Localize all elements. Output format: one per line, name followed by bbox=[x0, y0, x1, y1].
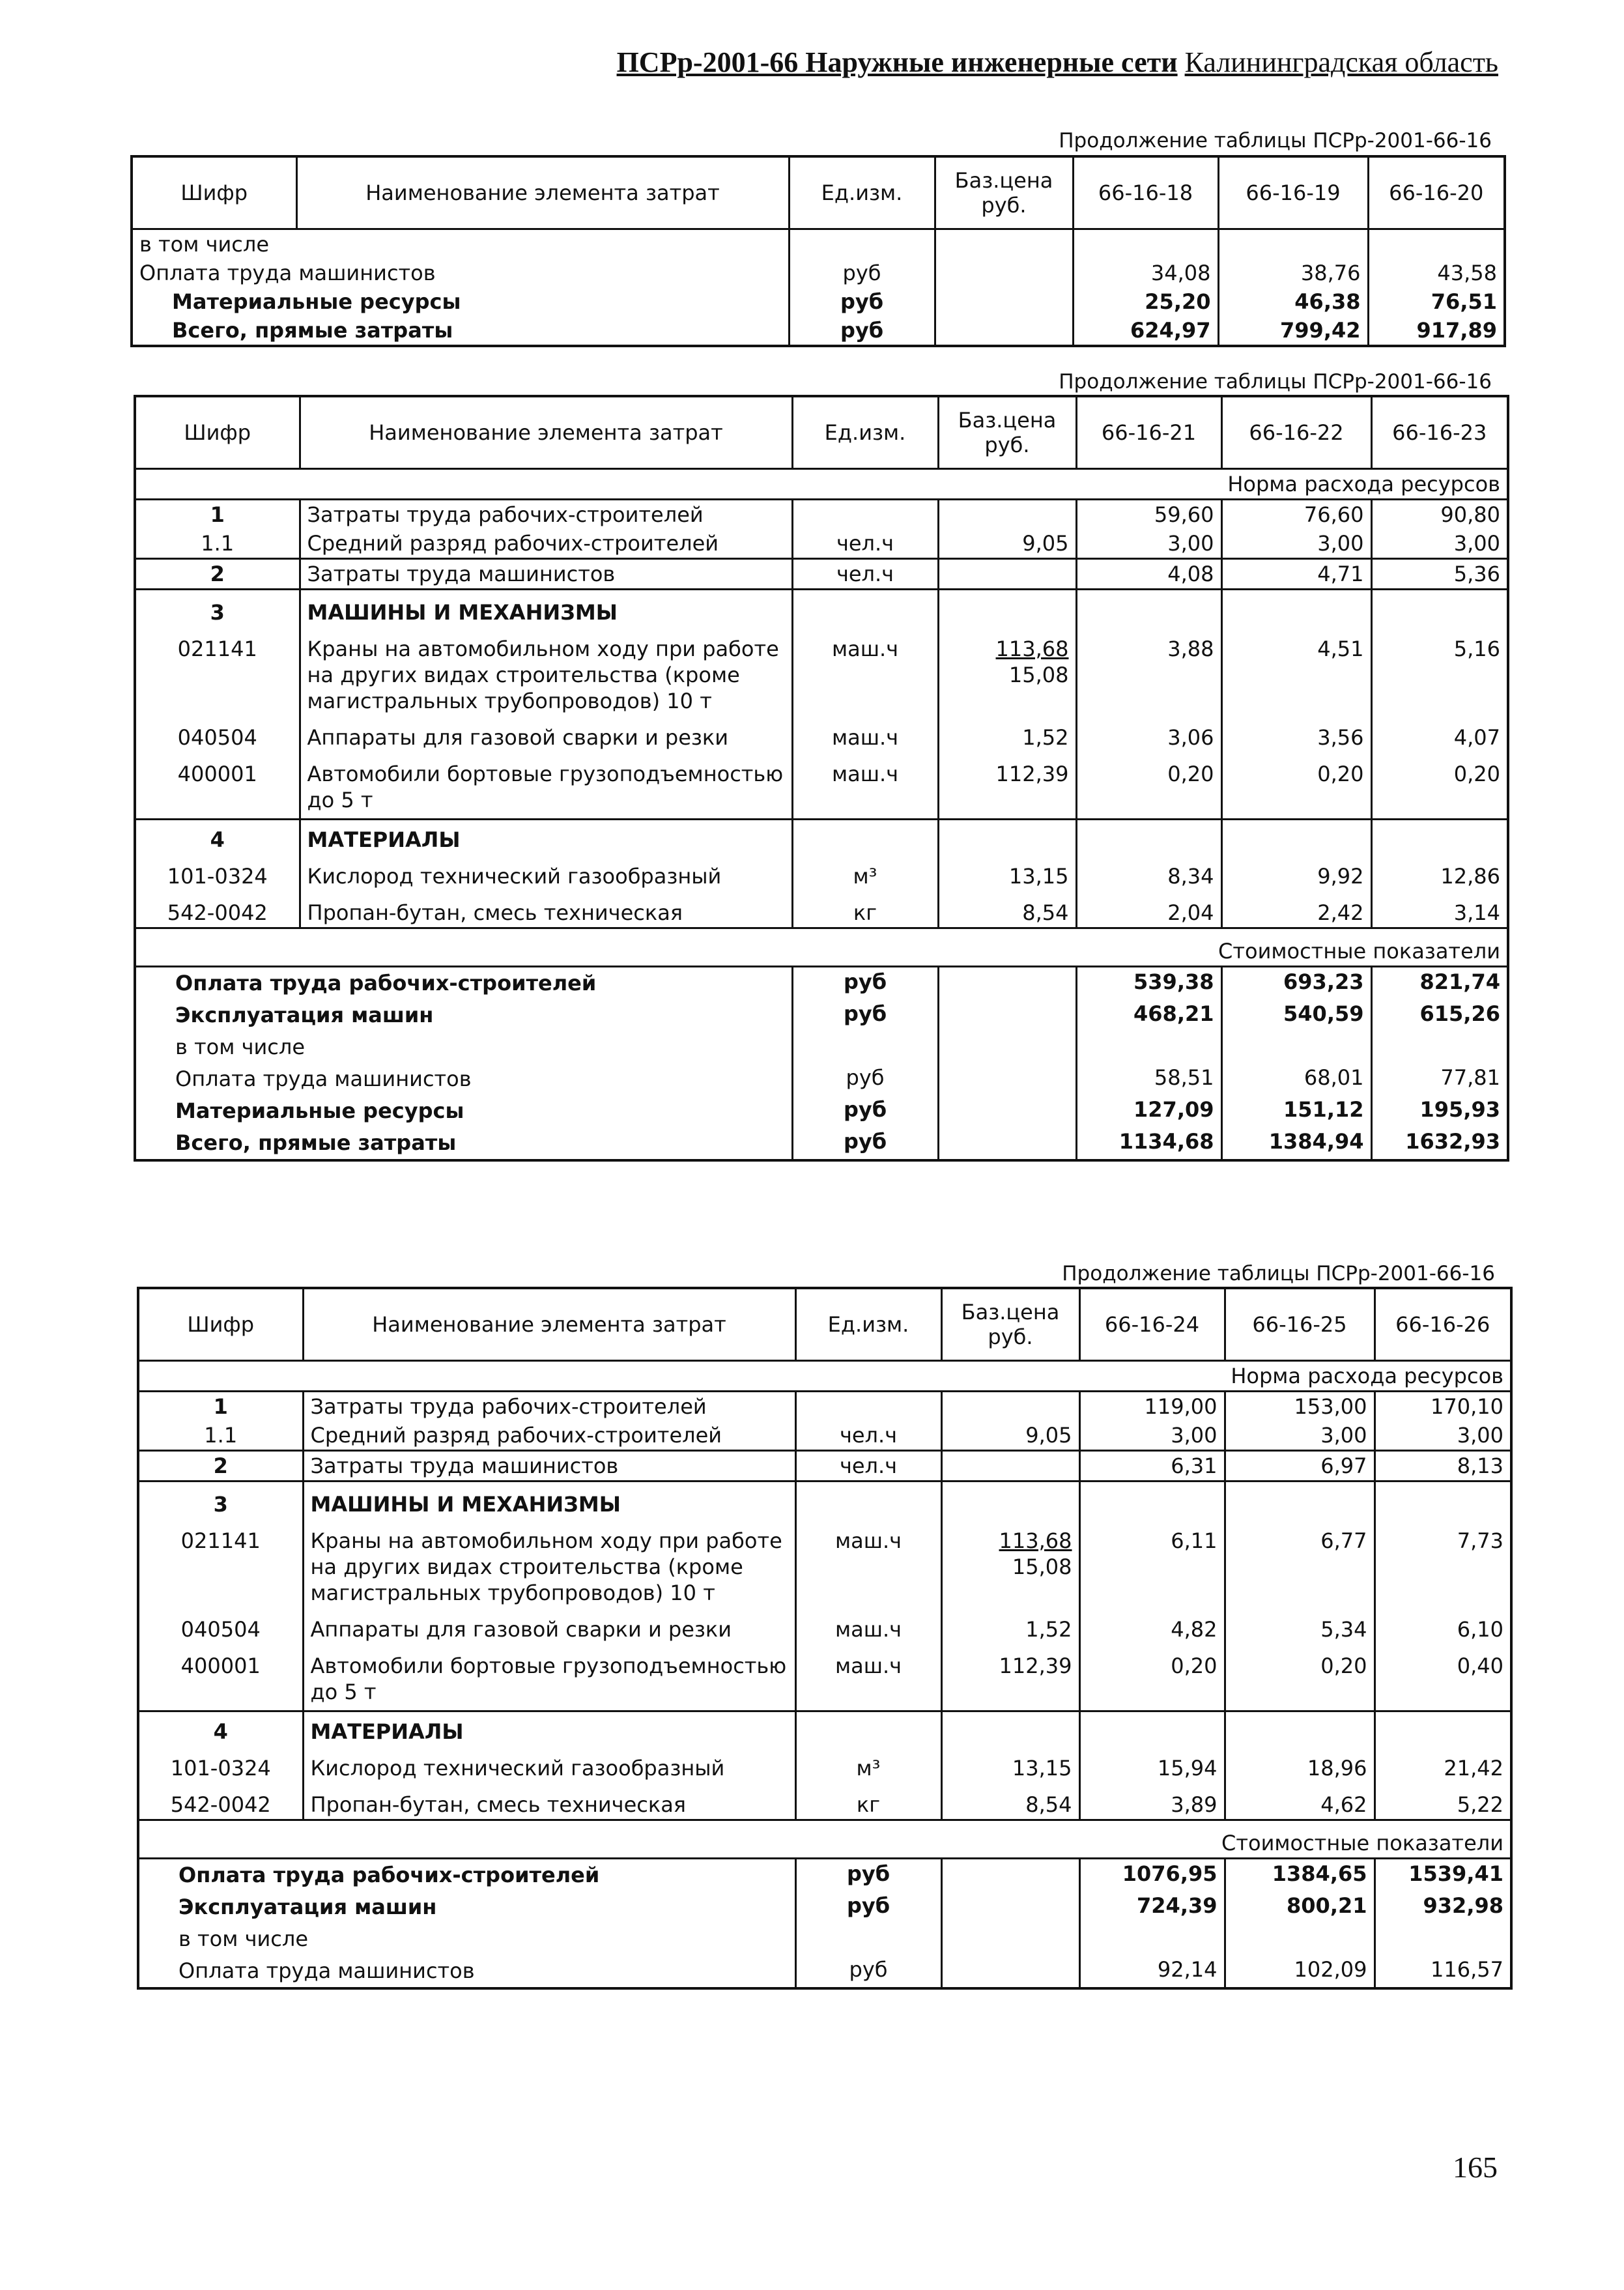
row-value: 2,04 bbox=[1076, 891, 1221, 928]
row-value: 932,98 bbox=[1375, 1891, 1511, 1923]
table-row bbox=[135, 529, 1508, 559]
norma-label: Норма расхода ресурсов bbox=[138, 1361, 1511, 1392]
row-value: 151,12 bbox=[1221, 1095, 1371, 1127]
section-row bbox=[138, 1481, 1511, 1519]
row-name: Затраты труда машинистов bbox=[303, 1451, 795, 1481]
row-unit: руб bbox=[792, 999, 938, 1031]
col-1: 66-16-21 bbox=[1076, 396, 1221, 469]
row-price: 112,39 bbox=[941, 1644, 1079, 1711]
row-code: 400001 bbox=[135, 752, 300, 820]
table-row bbox=[135, 1063, 1508, 1095]
row-value: 540,59 bbox=[1221, 999, 1371, 1031]
row-unit: маш.ч bbox=[795, 1607, 941, 1644]
row-value: 77,81 bbox=[1371, 1063, 1508, 1095]
row-value: 102,09 bbox=[1225, 1955, 1375, 1988]
table-3 bbox=[137, 1287, 1513, 1990]
row-code: 4 bbox=[210, 827, 225, 852]
row-unit: м³ bbox=[795, 1746, 941, 1782]
row-name: Краны на автомобильном ходу при работе на других видах строительства (кроме магистральных трубопроводов) 10 т bbox=[303, 1519, 795, 1607]
col-1: 66-16-18 bbox=[1073, 156, 1218, 229]
row-unit: руб bbox=[795, 1891, 941, 1923]
continuation-label-3: Продолжение таблицы ПСРр-2001-66-16 bbox=[1062, 1262, 1495, 1285]
row-value: 539,38 bbox=[1076, 967, 1221, 1000]
row-value: 38,76 bbox=[1218, 259, 1368, 287]
col-code: Шифр bbox=[132, 156, 296, 229]
table-row bbox=[138, 1644, 1511, 1711]
row-value: 1134,68 bbox=[1076, 1127, 1221, 1160]
row-value: 5,36 bbox=[1371, 559, 1508, 590]
row-value: 3,00 bbox=[1371, 529, 1508, 559]
continuation-label-1: Продолжение таблицы ПСРр-2001-66-16 bbox=[1059, 129, 1492, 152]
row-code: 021141 bbox=[180, 1528, 261, 1553]
page-header bbox=[0, 46, 1498, 79]
header-code-title: ПСРр-2001-66 Наружные инженерные сети bbox=[616, 46, 1178, 78]
row-value: 3,06 bbox=[1076, 715, 1221, 752]
col-unit: Ед.изм. bbox=[792, 396, 938, 469]
table-1-header bbox=[132, 156, 1505, 229]
row-value: 58,51 bbox=[1076, 1063, 1221, 1095]
row-name: в том числе bbox=[178, 1926, 308, 1951]
row-value: 59,60 bbox=[1076, 500, 1221, 530]
row-price: 9,05 bbox=[941, 1421, 1079, 1451]
col-name: Наименование элемента затрат bbox=[300, 396, 792, 469]
table-row bbox=[138, 1519, 1511, 1607]
section-row bbox=[138, 1711, 1511, 1747]
row-value: 3,00 bbox=[1375, 1421, 1511, 1451]
row-unit: руб bbox=[789, 287, 935, 316]
row-code: 2 bbox=[138, 1451, 303, 1481]
row-value: 25,20 bbox=[1073, 287, 1218, 316]
row-unit: руб bbox=[795, 1955, 941, 1988]
col-code: Шифр bbox=[135, 396, 300, 469]
table-row bbox=[135, 891, 1508, 928]
table-row bbox=[138, 1955, 1511, 1988]
row-value: 615,26 bbox=[1371, 999, 1508, 1031]
section-title: МАТЕРИАЛЫ bbox=[303, 1711, 795, 1747]
row-price-top: 113,68 bbox=[995, 637, 1069, 661]
row-value: 1384,65 bbox=[1225, 1859, 1375, 1892]
col-price: Баз.цена руб. bbox=[935, 156, 1073, 229]
col-price: Баз.цена руб. bbox=[941, 1288, 1079, 1361]
row-code: 101-0324 bbox=[170, 1756, 271, 1781]
row-price: 1,52 bbox=[941, 1607, 1079, 1644]
row-name: Затраты труда машинистов bbox=[300, 559, 792, 590]
col-unit: Ед.изм. bbox=[795, 1288, 941, 1361]
row-value: 3,14 bbox=[1371, 891, 1508, 928]
row-name: Краны на автомобильном ходу при работе на других видах строительства (кроме магистральных трубопроводов) 10 т bbox=[300, 627, 792, 715]
col-code: Шифр bbox=[138, 1288, 303, 1361]
cost-label-row bbox=[138, 1820, 1511, 1859]
row-name: Пропан-бутан, смесь техническая bbox=[303, 1782, 795, 1820]
row-code: 1.1 bbox=[138, 1421, 303, 1451]
row-code: 101-0324 bbox=[167, 864, 268, 889]
row-value: 76,60 bbox=[1221, 500, 1371, 530]
row-value: 724,39 bbox=[1079, 1891, 1225, 1923]
table-row bbox=[138, 1607, 1511, 1644]
row-name: Затраты труда рабочих-строителей bbox=[300, 500, 792, 530]
row-value: 4,07 bbox=[1371, 715, 1508, 752]
table-row bbox=[138, 1421, 1511, 1451]
row-unit: маш.ч bbox=[795, 1644, 941, 1711]
row-value: 1539,41 bbox=[1375, 1859, 1511, 1892]
row-value: 3,00 bbox=[1076, 529, 1221, 559]
row-value: 624,97 bbox=[1073, 316, 1218, 346]
row-code: 1 bbox=[213, 1394, 228, 1419]
row-unit: чел.ч bbox=[792, 529, 938, 559]
row-code: 1.1 bbox=[135, 529, 300, 559]
row-value: 6,31 bbox=[1079, 1451, 1225, 1481]
row-price: 1,52 bbox=[938, 715, 1076, 752]
row-value: 917,89 bbox=[1368, 316, 1505, 346]
col-3: 66-16-20 bbox=[1368, 156, 1505, 229]
row-value: 2,42 bbox=[1221, 891, 1371, 928]
section-row bbox=[135, 820, 1508, 855]
row-unit: чел.ч bbox=[795, 1451, 941, 1481]
row-value: 6,97 bbox=[1225, 1451, 1375, 1481]
row-name: Автомобили бортовые грузоподъемностью до 5 т bbox=[303, 1644, 795, 1711]
norma-row bbox=[135, 469, 1508, 500]
row-value: 3,00 bbox=[1221, 529, 1371, 559]
table-row bbox=[135, 1127, 1508, 1160]
table-row bbox=[132, 287, 1505, 316]
row-value: 3,00 bbox=[1079, 1421, 1225, 1451]
cost-label: Стоимостные показатели bbox=[138, 1820, 1511, 1859]
row-value: 1632,93 bbox=[1371, 1127, 1508, 1160]
row-code: 040504 bbox=[177, 725, 257, 750]
table-row bbox=[135, 627, 1508, 715]
row-value: 4,51 bbox=[1221, 627, 1371, 715]
row-name: Кислород технический газообразный bbox=[300, 854, 792, 891]
row-value: 0,20 bbox=[1371, 752, 1508, 820]
row-value: 92,14 bbox=[1079, 1955, 1225, 1988]
row-price: 112,39 bbox=[938, 752, 1076, 820]
table-2-header bbox=[135, 396, 1508, 469]
row-price: 9,05 bbox=[938, 529, 1076, 559]
table-row bbox=[138, 1451, 1511, 1481]
row-code: 542-0042 bbox=[170, 1792, 271, 1817]
col-2: 66-16-25 bbox=[1225, 1288, 1375, 1361]
row-value: 3,88 bbox=[1076, 627, 1221, 715]
row-value: 5,34 bbox=[1225, 1607, 1375, 1644]
col-3: 66-16-23 bbox=[1371, 396, 1508, 469]
section-title: МАШИНЫ И МЕХАНИЗМЫ bbox=[300, 590, 792, 627]
row-value: 7,73 bbox=[1375, 1519, 1511, 1607]
row-value: 821,74 bbox=[1371, 967, 1508, 1000]
row-value: 119,00 bbox=[1079, 1392, 1225, 1422]
row-name: Эксплуатация машин bbox=[175, 1003, 434, 1027]
row-unit: руб bbox=[792, 1095, 938, 1127]
row-unit: руб bbox=[789, 259, 935, 287]
row-code: 4 bbox=[213, 1719, 228, 1744]
row-value: 34,08 bbox=[1073, 259, 1218, 287]
row-price: 13,15 bbox=[941, 1746, 1079, 1782]
row-value: 693,23 bbox=[1221, 967, 1371, 1000]
table-3-header bbox=[138, 1288, 1511, 1361]
col-1: 66-16-24 bbox=[1079, 1288, 1225, 1361]
row-value: 799,42 bbox=[1218, 316, 1368, 346]
row-value: 800,21 bbox=[1225, 1891, 1375, 1923]
row-name: Материальные ресурсы bbox=[172, 289, 461, 314]
row-code: 400001 bbox=[138, 1644, 303, 1711]
row-code: 021141 bbox=[177, 637, 257, 661]
page-number: 165 bbox=[1453, 2151, 1498, 2184]
row-name: Оплата труда рабочих-строителей bbox=[178, 1863, 600, 1887]
row-unit: кг bbox=[792, 891, 938, 928]
row-price-bottom: 15,08 bbox=[1012, 1554, 1072, 1579]
row-name: Оплата труда машинистов bbox=[178, 1958, 475, 1983]
row-unit: руб bbox=[792, 1063, 938, 1095]
col-3: 66-16-26 bbox=[1375, 1288, 1511, 1361]
row-unit: маш.ч bbox=[792, 627, 938, 715]
row-value: 468,21 bbox=[1076, 999, 1221, 1031]
row-value: 5,16 bbox=[1371, 627, 1508, 715]
col-2: 66-16-19 bbox=[1218, 156, 1368, 229]
row-value: 46,38 bbox=[1218, 287, 1368, 316]
row-unit: руб bbox=[792, 1127, 938, 1160]
row-code: 040504 bbox=[180, 1617, 261, 1642]
row-value: 68,01 bbox=[1221, 1063, 1371, 1095]
row-value: 90,80 bbox=[1371, 500, 1508, 530]
row-value: 8,34 bbox=[1076, 854, 1221, 891]
col-name: Наименование элемента затрат bbox=[296, 156, 789, 229]
row-unit: маш.ч bbox=[792, 715, 938, 752]
cost-label: Стоимостные показатели bbox=[135, 928, 1508, 967]
row-value: 0,20 bbox=[1079, 1644, 1225, 1711]
table-row bbox=[135, 967, 1508, 1000]
row-value: 8,13 bbox=[1375, 1451, 1511, 1481]
table-row bbox=[138, 1392, 1511, 1422]
row-name: Всего, прямые затраты bbox=[172, 318, 453, 343]
row-name: Автомобили бортовые грузоподъемностью до 5 т bbox=[300, 752, 792, 820]
row-price: 8,54 bbox=[941, 1782, 1079, 1820]
table-row bbox=[138, 1782, 1511, 1820]
row-value: 15,94 bbox=[1079, 1746, 1225, 1782]
row-name: Оплата труда рабочих-строителей bbox=[175, 971, 597, 995]
row-value: 127,09 bbox=[1076, 1095, 1221, 1127]
row-unit: руб bbox=[795, 1859, 941, 1892]
row-unit: маш.ч bbox=[792, 752, 938, 820]
row-value: 4,08 bbox=[1076, 559, 1221, 590]
section-title: МАШИНЫ И МЕХАНИЗМЫ bbox=[303, 1481, 795, 1519]
row-value: 153,00 bbox=[1225, 1392, 1375, 1422]
norma-label: Норма расхода ресурсов bbox=[135, 469, 1508, 500]
table-row bbox=[132, 229, 1505, 259]
row-price-top: 113,68 bbox=[999, 1528, 1072, 1553]
row-name: Пропан-бутан, смесь техническая bbox=[300, 891, 792, 928]
row-name: Оплата труда машинистов bbox=[175, 1066, 472, 1091]
row-value: 4,82 bbox=[1079, 1607, 1225, 1644]
row-name: в том числе bbox=[139, 232, 269, 257]
row-code: 542-0042 bbox=[167, 900, 268, 925]
row-code: 3 bbox=[210, 600, 225, 625]
row-value: 195,93 bbox=[1371, 1095, 1508, 1127]
row-value: 21,42 bbox=[1375, 1746, 1511, 1782]
col-unit: Ед.изм. bbox=[789, 156, 935, 229]
row-code: 3 bbox=[213, 1492, 228, 1517]
row-value: 3,89 bbox=[1079, 1782, 1225, 1820]
col-2: 66-16-22 bbox=[1221, 396, 1371, 469]
row-name: Кислород технический газообразный bbox=[303, 1746, 795, 1782]
table-row bbox=[135, 559, 1508, 590]
table-row bbox=[135, 854, 1508, 891]
row-unit: маш.ч bbox=[795, 1519, 941, 1607]
norma-row bbox=[138, 1361, 1511, 1392]
row-unit: чел.ч bbox=[792, 559, 938, 590]
table-row bbox=[135, 1095, 1508, 1127]
row-name: в том числе bbox=[175, 1035, 305, 1059]
table-row bbox=[132, 316, 1505, 346]
row-value: 0,20 bbox=[1076, 752, 1221, 820]
row-value: 170,10 bbox=[1375, 1392, 1511, 1422]
row-name: Оплата труда машинистов bbox=[139, 261, 436, 285]
row-name: Всего, прямые затраты bbox=[175, 1130, 457, 1155]
row-value: 6,77 bbox=[1225, 1519, 1375, 1607]
row-name: Эксплуатация машин bbox=[178, 1895, 437, 1919]
row-name: Аппараты для газовой сварки и резки bbox=[303, 1607, 795, 1644]
cost-label-row bbox=[135, 928, 1508, 967]
row-value: 3,56 bbox=[1221, 715, 1371, 752]
row-unit: кг bbox=[795, 1782, 941, 1820]
row-unit: руб bbox=[789, 316, 935, 346]
header-region: Калининградская область bbox=[1184, 46, 1498, 78]
row-value: 5,22 bbox=[1375, 1782, 1511, 1820]
table-row bbox=[135, 999, 1508, 1031]
table-row bbox=[135, 715, 1508, 752]
row-value: 0,20 bbox=[1221, 752, 1371, 820]
row-value: 6,10 bbox=[1375, 1607, 1511, 1644]
row-value: 0,40 bbox=[1375, 1644, 1511, 1711]
row-value: 43,58 bbox=[1368, 259, 1505, 287]
row-price-bottom: 15,08 bbox=[1008, 663, 1069, 687]
row-value: 6,11 bbox=[1079, 1519, 1225, 1607]
col-price: Баз.цена руб. bbox=[938, 396, 1076, 469]
row-value: 0,20 bbox=[1225, 1644, 1375, 1711]
row-price: 8,54 bbox=[938, 891, 1076, 928]
row-unit: чел.ч bbox=[795, 1421, 941, 1451]
row-value: 12,86 bbox=[1371, 854, 1508, 891]
row-unit: руб bbox=[792, 967, 938, 1000]
row-name: Материальные ресурсы bbox=[175, 1098, 464, 1123]
row-value: 1384,94 bbox=[1221, 1127, 1371, 1160]
row-value: 76,51 bbox=[1368, 287, 1505, 316]
table-row bbox=[135, 752, 1508, 820]
table-1 bbox=[130, 155, 1506, 347]
row-price: 13,15 bbox=[938, 854, 1076, 891]
row-name: Аппараты для газовой сварки и резки bbox=[300, 715, 792, 752]
row-name: Затраты труда рабочих-строителей bbox=[303, 1392, 795, 1422]
row-value: 4,71 bbox=[1221, 559, 1371, 590]
row-name: Средний разряд рабочих-строителей bbox=[303, 1421, 795, 1451]
row-value: 18,96 bbox=[1225, 1746, 1375, 1782]
table-row bbox=[135, 500, 1508, 530]
row-value: 9,92 bbox=[1221, 854, 1371, 891]
row-value: 116,57 bbox=[1375, 1955, 1511, 1988]
table-row bbox=[138, 1891, 1511, 1923]
table-row bbox=[135, 1031, 1508, 1063]
row-unit: м³ bbox=[792, 854, 938, 891]
col-name: Наименование элемента затрат bbox=[303, 1288, 795, 1361]
row-code: 1 bbox=[210, 502, 225, 527]
section-row bbox=[135, 590, 1508, 627]
table-row bbox=[138, 1859, 1511, 1892]
row-name: Средний разряд рабочих-строителей bbox=[300, 529, 792, 559]
table-row bbox=[138, 1923, 1511, 1955]
continuation-label-2: Продолжение таблицы ПСРр-2001-66-16 bbox=[1059, 370, 1492, 394]
row-value: 4,62 bbox=[1225, 1782, 1375, 1820]
row-code: 2 bbox=[135, 559, 300, 590]
table-row bbox=[138, 1746, 1511, 1782]
row-value: 3,00 bbox=[1225, 1421, 1375, 1451]
section-title: МАТЕРИАЛЫ bbox=[300, 820, 792, 855]
row-value: 1076,95 bbox=[1079, 1859, 1225, 1892]
table-2 bbox=[134, 395, 1509, 1162]
table-row bbox=[132, 259, 1505, 287]
